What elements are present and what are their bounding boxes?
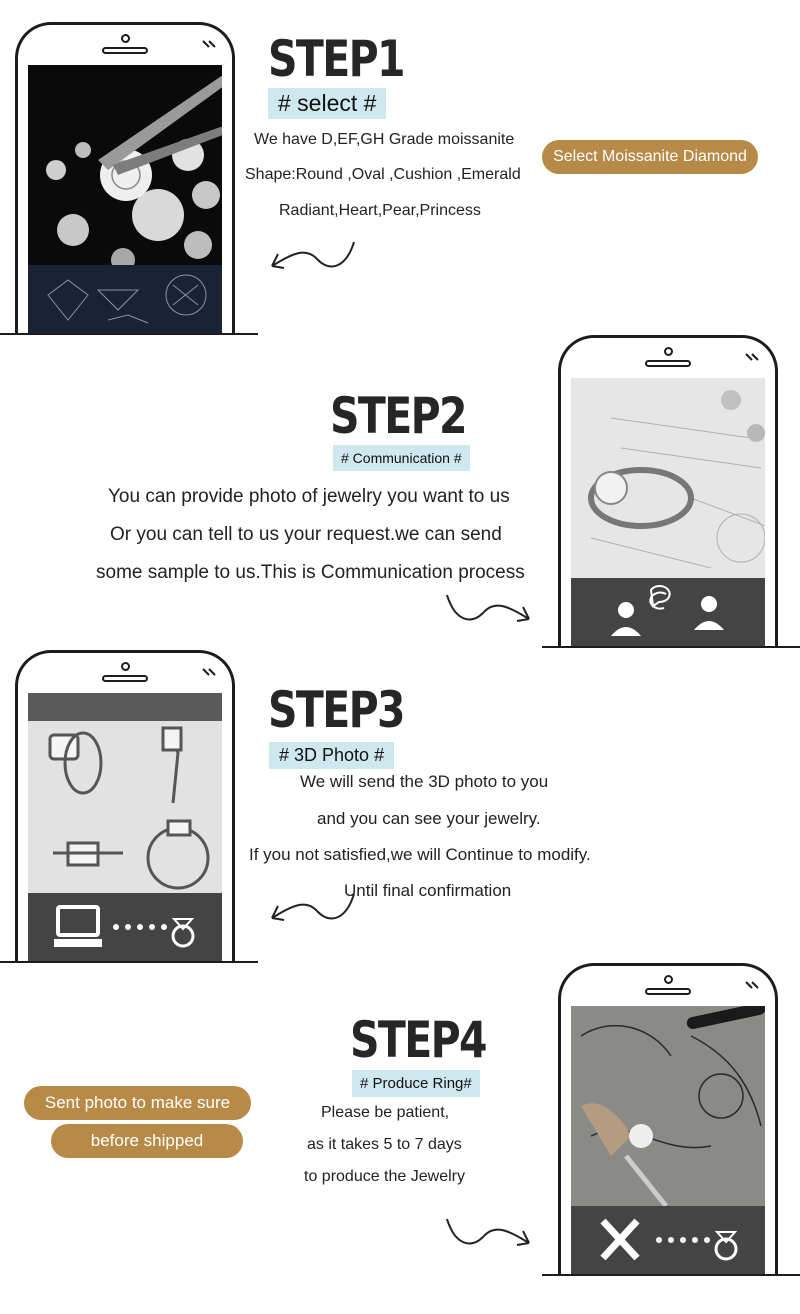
step3-line: If you not satisfied,we will Continue to modify. <box>249 845 591 864</box>
step3-section <box>0 650 800 963</box>
sent-photo-pill: Sent photo to make sure <box>24 1086 251 1120</box>
section-baseline <box>542 1274 800 1276</box>
step2-tag: # Communication # <box>333 445 470 471</box>
diamond-icon <box>629 1124 653 1148</box>
select-moissanite-pill: Select Moissanite Diamond <box>542 140 758 174</box>
step1-line: Radiant,Heart,Pear,Princess <box>279 202 481 219</box>
step1-section <box>0 0 800 335</box>
glare-icon <box>200 667 218 681</box>
producing-ring-photo <box>571 1006 765 1276</box>
step4-section <box>0 963 800 1276</box>
speaker-icon <box>102 47 148 54</box>
curved-arrow-icon <box>443 589 535 629</box>
camera-icon <box>121 662 130 671</box>
step3-tag: # 3D Photo # <box>269 742 394 769</box>
step1-title: STEP1 <box>268 30 404 88</box>
phone-frame <box>15 650 235 963</box>
glare-icon <box>743 352 761 366</box>
step2-line: Or you can tell to us your request.we can send <box>110 524 502 545</box>
camera-icon <box>121 34 130 43</box>
curved-arrow-icon <box>443 1213 535 1253</box>
step4-title: STEP4 <box>350 1011 486 1069</box>
glare-icon <box>200 39 218 53</box>
step1-line: We have D,EF,GH Grade moissanite <box>254 131 515 148</box>
step1-tag: # select # <box>268 88 386 119</box>
section-baseline <box>542 646 800 648</box>
camera-icon <box>664 347 673 356</box>
diamonds-photo <box>28 65 222 335</box>
step4-line: as it takes 5 to 7 days <box>307 1136 462 1153</box>
phone-screen-sketch <box>571 378 765 648</box>
step1-line: Shape:Round ,Oval ,Cushion ,Emerald <box>245 166 521 183</box>
speaker-icon <box>645 360 691 367</box>
glare-icon <box>743 980 761 994</box>
curved-arrow-icon <box>266 888 358 928</box>
phone-screen-produce <box>571 1006 765 1276</box>
before-shipped-pill: before shipped <box>51 1124 243 1158</box>
step4-line: to produce the Jewelry <box>304 1168 465 1185</box>
3d-rings-photo <box>28 693 222 963</box>
speaker-icon <box>645 988 691 995</box>
phone-frame <box>558 335 778 648</box>
phone-frame <box>15 22 235 335</box>
step3-line: and you can see your jewelry. <box>317 809 541 828</box>
speaker-icon <box>102 675 148 682</box>
step2-line: some sample to us.This is Communication process <box>96 562 525 583</box>
phone-screen-diamonds <box>28 65 222 335</box>
phone-frame <box>558 963 778 1276</box>
camera-icon <box>664 975 673 984</box>
step2-line: You can provide photo of jewelry you want to us <box>108 486 510 507</box>
step4-tag: # Produce Ring# <box>352 1070 480 1097</box>
phone-screen-3d <box>28 693 222 963</box>
step3-line: We will send the 3D photo to you <box>300 772 549 791</box>
step4-line: Please be patient, <box>321 1104 450 1121</box>
ring-sketch-photo <box>571 378 765 648</box>
step3-title: STEP3 <box>268 681 404 739</box>
step2-title: STEP2 <box>330 387 466 445</box>
curved-arrow-icon <box>266 236 358 276</box>
step2-section <box>0 335 800 650</box>
step3-line: Until final confirmation <box>344 881 512 900</box>
